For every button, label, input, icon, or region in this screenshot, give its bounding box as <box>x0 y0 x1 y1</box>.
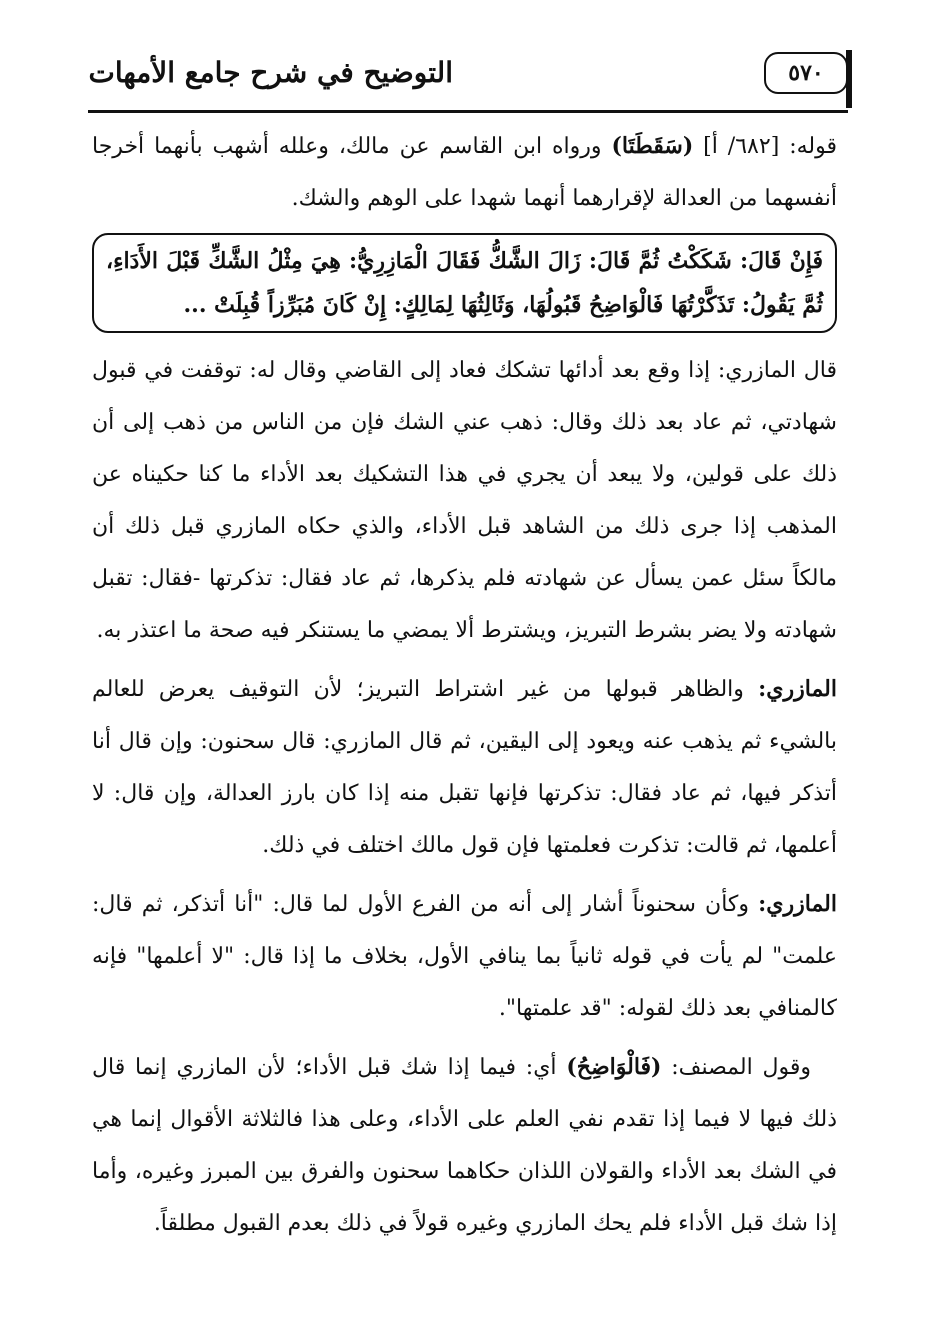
paragraph-2 <box>92 345 837 657</box>
paragraph-5 <box>92 1041 837 1250</box>
paragraph-4-text: وكأن سحنوناً أشار إلى أنه من الفرع الأول لما قال: "أنا أتذكر، ثم قال: علمت" لم يأت في قوله ثانياً بما ينافي الأول، بخلاف ما إذا قال: "لا أعلمها" فإنه كالمنافي بعد ذلك لقوله: "قد علمتها". <box>92 892 837 1021</box>
book-title: التوضيح في شرح جامع الأمهات <box>88 56 453 89</box>
page-header <box>88 50 848 114</box>
matn-text: فَإِنْ قَالَ: شَكَكْتُ ثُمَّ قَالَ: زَالَ الشَّكُّ فَقَالَ الْمَازِرِيُّ: هِيَ مِثْلُ الشَّكِّ قَبْلَ الأَدَاءِ، ثُمَّ يَقُولُ: تَذَكَّرْتُهَا فَالْوَاضِحُ قَبُولُهَا، وَثَالِثُهَا لِمَالِكٍ: إِنْ كَانَ مُبَرِّزاً قُبِلَتْ ... <box>106 248 823 318</box>
paragraph-5-text: أي: فيما إذا شك قبل الأداء؛ لأن المازري إنما قال ذلك فيها لا فيما إذا تقدم نفي العلم على الأداء، وعلى هذا فالثلاثة الأقوال إنما هي في الشك بعد الأداء والقولان اللذان حكاهما سحنون والفرق بين المبرز وغيره، وأما إذا شك قبل الأداء فلم يحك المازري وغيره قولاً في ذلك بعدم القبول مطلقاً. <box>92 1055 837 1236</box>
paragraph-5-label: وقول المصنف: <box>661 1055 811 1080</box>
matn-box <box>92 233 837 333</box>
paragraph-1 <box>92 120 837 225</box>
paragraph-2-text: قال المازري: إذا وقع بعد أدائها تشكك فعاد إلى القاضي وقال له: توقفت في قبول شهادتي، ثم عاد بعد ذلك وقال: ذهب عني الشك فإن من الناس من ذهب إلى أن ذلك على قولين، ولا يبعد أن يجري في هذا التشكيك بعد الأداء ما كنا حكيناه عن المذهب إذا جرى ذلك من الشاهد قبل الأداء، والذي حكاه المازري قبل ذلك أن مالكاً سئل عمن يسأل عن شهادته فلم يذكرها، ثم عاد فقال: تذكرتها -فقال: تقبل شهادته ولا يضر بشرط التبريز، ويشترط ألا يمضي ما يستنكر فيه صحة ما اعتذر به. <box>92 358 837 643</box>
paragraph-4-label: المازري: <box>758 891 837 917</box>
paragraph-1-term: (سَقَطَتَا) <box>611 133 694 159</box>
paragraph-5-term: (فَالْوَاضِحُ) <box>566 1054 662 1080</box>
paragraph-1-label: قوله: [٦٨٢/ أ] <box>693 134 838 159</box>
paragraph-3-label: المازري: <box>758 676 837 702</box>
page-body <box>92 120 837 1250</box>
paragraph-3 <box>92 663 837 872</box>
paragraph-4 <box>92 878 837 1035</box>
paragraph-3-text: والظاهر قبولها من غير اشتراط التبريز؛ لأن التوقيف يعرض للعالم بالشيء ثم يذهب عنه ويعود إلى اليقين، ثم قال المازري: قال سحنون: وإن قال أنا أتذكر فيها، ثم عاد فقال: تذكرتها فإنها تقبل منه إذا كان بارز العدالة، وإن قال: لا أعلمها، ثم قالت: تذكرت فعلمتها فإن قول مالك اختلف في ذلك. <box>92 677 837 858</box>
page-number: ٥٧٠ <box>764 52 848 94</box>
header-divider <box>88 110 848 113</box>
paragraph-1-text: ورواه ابن القاسم عن مالك، وعلله أشهب بأنهما أخرجا أنفسهما من العدالة لإقرارهما أنهما شهدا على الوهم والشك. <box>92 134 837 211</box>
